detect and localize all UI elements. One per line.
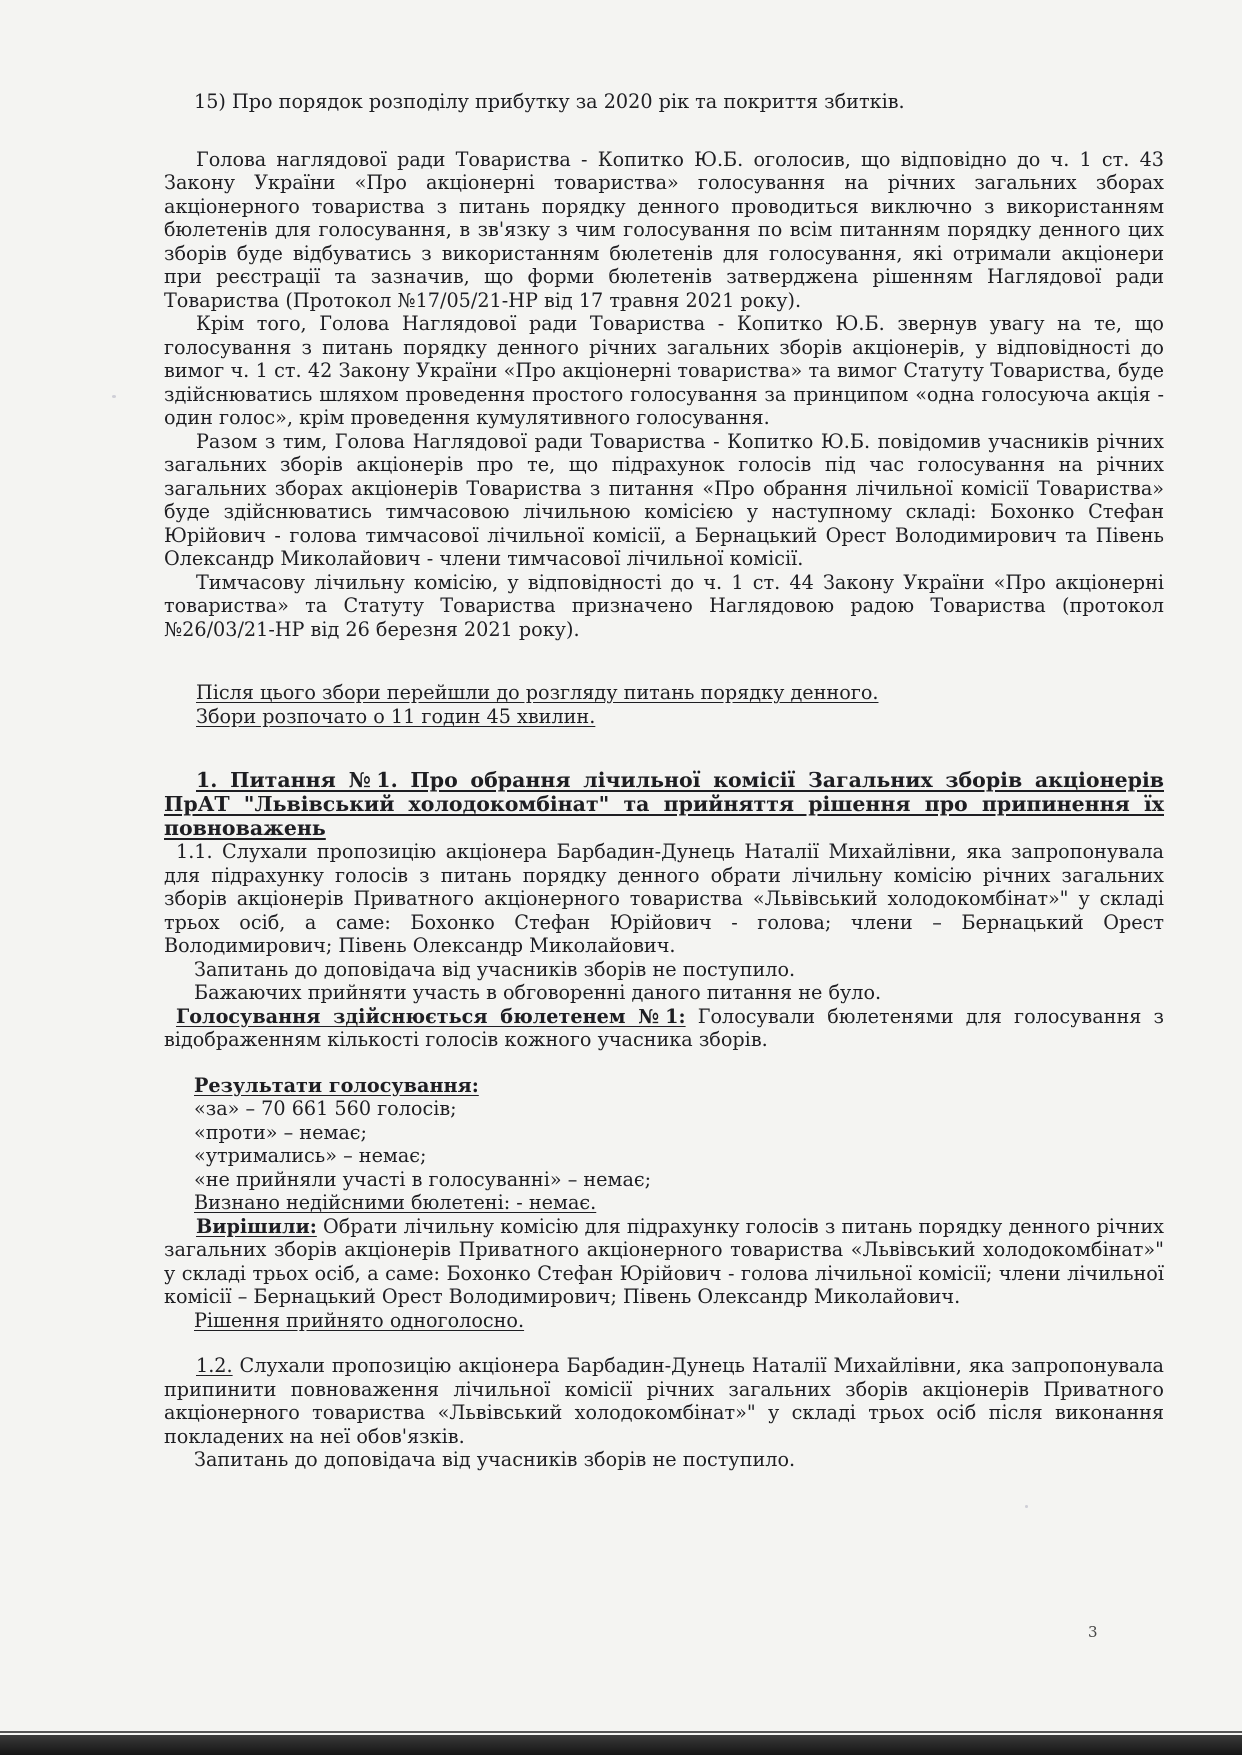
subsection-text: Слухали пропозицію акціонера Барбадин-Дунець Наталії Михайлівни, яка запропонувала припинити повноваження лічильної комісії річних загальних зборів акціонерів Приватного акціонерного товариства «Львівський холодокомбінат»" у складі трьох осіб після виконання покладених на неї обов'язків. (164, 1354, 1164, 1448)
no-questions-line: Запитань до доповідача від учасників зборів не поступило. (194, 957, 796, 981)
paragraph: Разом з тим, Голова Наглядової ради Товариства - Копитко Ю.Б. повідомив учасників річних загальних зборів акціонерів про те, що підрахунок голосів під час голосування на річних загальних зборах акціонерів Товариства з питання «Про обрання лічильної комісії Товариства» буде здійснюватись тимчасовою лічильною комісією у наступному складі: Бохонко Стефан Юрійович - голова тимчасової лічильної комісії, а Бернацький Орест Володимирович та Півень Олександр Миколайович - члени тимчасової лічильної комісії. (164, 429, 1164, 570)
paragraph: Крім того, Голова Наглядової ради Товариства - Копитко Ю.Б. звернув увагу на те, що голосування з питань порядку денного річних загальних зборів акціонерів, у відповідності до вимог ч. 1 ст. 42 Закону України «Про акціонерні товариства» та вимог Статуту Товариства, буде здійснюватись шляхом проведення простого голосування за принципом «одна голосуюча акція - один голос», крім проведення кумулятивного голосування. (164, 312, 1164, 429)
result-for: «за» – 70 661 560 голосів; (194, 1097, 457, 1120)
transition-line: Після цього збори перейшли до розгляду питань порядку денного. (196, 681, 879, 704)
start-time-line: Збори розпочато о 11 годин 45 хвилин. (196, 704, 596, 728)
decided-label: Вирішили: (196, 1214, 317, 1238)
agenda-item-15: 15) Про порядок розподілу прибутку за 2020 рік та покриття збитків. (194, 90, 905, 113)
results-heading: Результати голосування: (194, 1073, 479, 1097)
result-against: «проти» – немає; (194, 1120, 368, 1144)
voting-paragraph (164, 1005, 1164, 1052)
scan-edge-shadow (0, 1735, 1242, 1755)
result-not-voted: «не прийняли участі в голосуванні» – немає; (194, 1167, 652, 1191)
section-heading: 1. Питання №1. Про обрання лічильної комісії Загальних зборів акціонерів ПрАТ "Львівський холодокомбінат" та прийняття рішення про припинення їх повноважень (164, 768, 1164, 840)
page-number: 3 (1088, 1623, 1098, 1641)
no-questions-line: Запитань до доповідача від учасників зборів не поступило. (194, 1448, 796, 1471)
scan-speck (112, 395, 116, 398)
result-invalid: Визнано недійсними бюлетені: - немає. (194, 1191, 597, 1214)
voting-label: Голосування здійснюється бюлетенем №1: (176, 1004, 686, 1028)
decision-paragraph (164, 1215, 1164, 1309)
unanimous-line: Рішення прийнято одноголосно. (194, 1308, 525, 1332)
scan-speck (1025, 1505, 1028, 1508)
voting-text: Голосували бюлетенями для голосування з відображенням кількості голосів кожного учасника зборів. (164, 1004, 1164, 1051)
paragraph: Голова наглядової ради Товариства - Копитко Ю.Б. оголосив, що відповідно до ч. 1 ст. 43 Закону України «Про акціонерні товариства» голосування на річних загальних зборах акціонерного товариства з питань порядку денного проводиться виключно з використанням бюлетенів для голосування, в зв'язку з чим голосування по всім питанням порядку денного цих зборів буде відбуватись з використанням бюлетенів для голосування, які отримали акціонери при реєстрації та зазначив, що форми бюлетенів затверджена рішенням Наглядової ради Товариства (Протокол №17/05/21-НР від 17 травня 2021 року). (164, 147, 1164, 312)
scan-edge-line (0, 1731, 1242, 1733)
subsection-1-1: 1.1. Слухали пропозицію акціонера Барбадин-Дунець Наталії Михайлівни, яка запропонувала для підрахунку голосів з питань порядку денного обрати лічильну комісію річних загальних зборів акціонерів Приватного акціонерного товариства «Львівський холодокомбінат»" у складі трьох осіб, а саме: Бохонко Стефан Юрійович - голова; члени – Бернацький Орест Володимирович; Півень Олександр Миколайович. (164, 840, 1164, 957)
result-abstain: «утримались» – немає; (194, 1144, 427, 1167)
decided-text: Обрати лічильну комісію для підрахунку голосів з питань порядку денного річних загальних зборів акціонерів Приватного акціонерного товариства «Львівський холодокомбінат»" у складі трьох осіб, а саме: Бохонко Стефан Юрійович - голова лічильної комісії; члени лічильної комісії – Бернацький Орест Володимирович; Півень Олександр Миколайович. (164, 1214, 1164, 1308)
subsection-number: 1.2. (196, 1354, 233, 1377)
paragraph: Тимчасову лічильну комісію, у відповідності до ч. 1 ст. 44 Закону України «Про акціонерні товариства» та Статуту Товариства призначено Наглядовою радою Товариства (протокол №26/03/21-НР від 26 березня 2021 року). (164, 570, 1164, 641)
no-discussion-line: Бажаючих прийняти участь в обговоренні даного питання не було. (194, 981, 882, 1004)
subsection-1-2 (164, 1354, 1164, 1448)
document-body (164, 90, 1164, 1472)
